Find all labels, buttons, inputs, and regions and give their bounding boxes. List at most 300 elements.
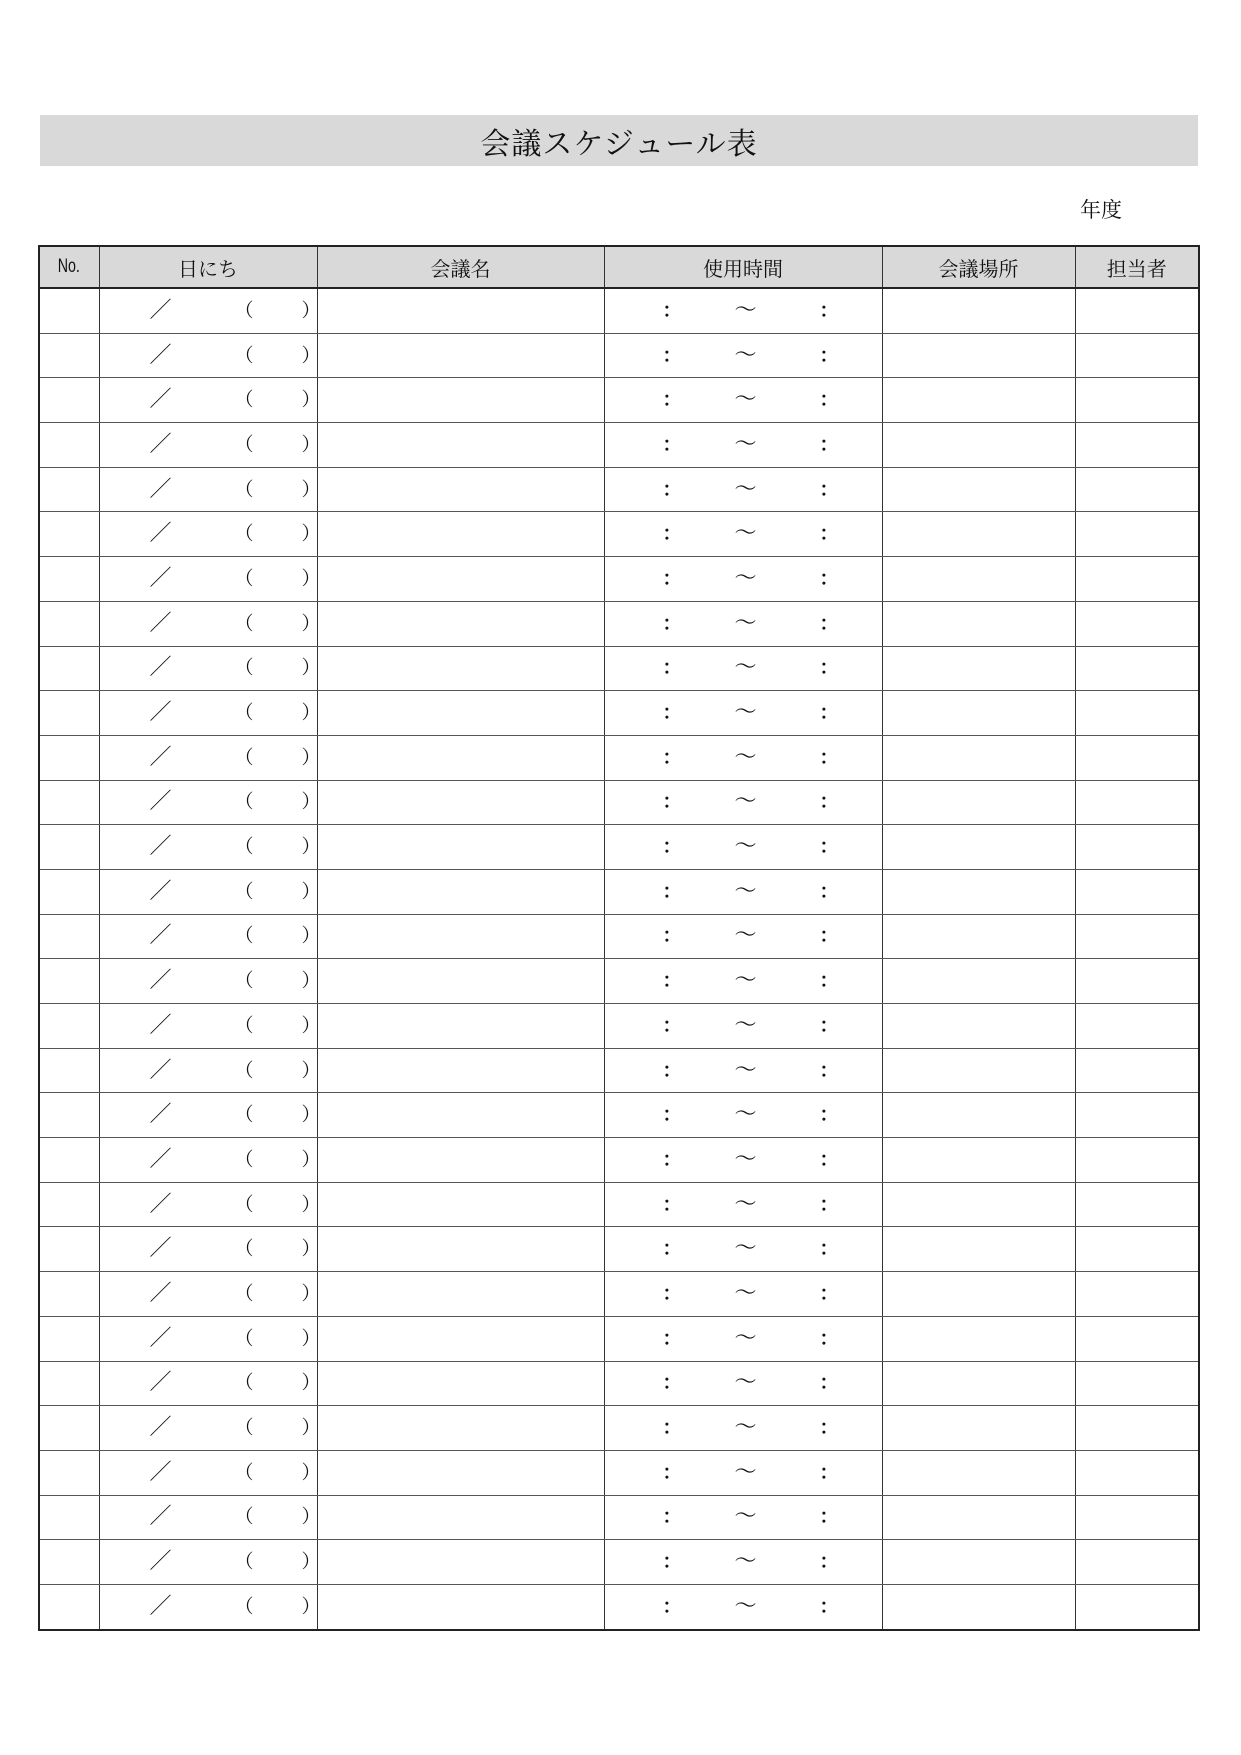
cell-place[interactable] bbox=[882, 959, 1075, 1004]
cell-no[interactable] bbox=[39, 1138, 99, 1183]
date-close-paren: ） bbox=[301, 344, 321, 367]
cell-date[interactable] bbox=[99, 1048, 321, 1093]
cell-place[interactable] bbox=[882, 423, 1075, 468]
date-slash: ／ bbox=[149, 923, 172, 949]
cell-time[interactable] bbox=[604, 512, 882, 557]
date-close-paren: ） bbox=[301, 1371, 321, 1394]
cell-person[interactable] bbox=[1075, 914, 1199, 959]
cell-meeting-name[interactable] bbox=[317, 467, 604, 512]
cell-date[interactable] bbox=[99, 601, 321, 646]
cell-person[interactable] bbox=[1075, 646, 1199, 691]
cell-person[interactable] bbox=[1075, 1406, 1199, 1451]
cell-time[interactable] bbox=[604, 1048, 882, 1093]
cell-person[interactable] bbox=[1075, 1048, 1199, 1093]
time-end-colon: ： bbox=[819, 1371, 839, 1394]
cell-place[interactable] bbox=[882, 1584, 1075, 1629]
cell-date[interactable] bbox=[99, 1316, 321, 1361]
cell-time[interactable] bbox=[604, 1584, 882, 1629]
table-body bbox=[39, 288, 1199, 1630]
cell-meeting-name[interactable] bbox=[317, 780, 604, 825]
cell-place[interactable] bbox=[882, 1272, 1075, 1317]
table-row bbox=[39, 691, 1199, 736]
cell-date[interactable] bbox=[99, 1584, 321, 1629]
title-band bbox=[40, 115, 1198, 166]
cell-place[interactable] bbox=[882, 1227, 1075, 1272]
cell-meeting-name[interactable] bbox=[317, 288, 604, 333]
cell-date[interactable] bbox=[99, 333, 321, 378]
cell-date[interactable] bbox=[99, 825, 321, 870]
cell-no[interactable] bbox=[39, 557, 99, 602]
table-row bbox=[39, 1450, 1199, 1495]
time-start-colon: ： bbox=[662, 612, 682, 635]
cell-date[interactable] bbox=[99, 378, 321, 423]
cell-person[interactable] bbox=[1075, 1182, 1199, 1227]
cell-date[interactable] bbox=[99, 467, 321, 512]
date-slash: ／ bbox=[149, 1012, 172, 1038]
table-row bbox=[39, 288, 1199, 333]
date-open-paren: （ bbox=[234, 924, 254, 947]
cell-place[interactable] bbox=[882, 1093, 1075, 1138]
time-start-colon: ： bbox=[662, 1595, 682, 1618]
cell-person[interactable] bbox=[1075, 1093, 1199, 1138]
cell-date[interactable] bbox=[99, 691, 321, 736]
cell-no[interactable] bbox=[39, 467, 99, 512]
cell-no[interactable] bbox=[39, 914, 99, 959]
cell-date[interactable] bbox=[99, 869, 321, 914]
time-tilde: ～ bbox=[734, 968, 757, 994]
cell-date[interactable] bbox=[99, 735, 321, 780]
time-start-colon: ： bbox=[662, 478, 682, 501]
date-open-paren: （ bbox=[234, 433, 254, 456]
time-tilde: ～ bbox=[734, 834, 757, 860]
cell-place[interactable] bbox=[882, 1048, 1075, 1093]
cell-time[interactable] bbox=[604, 1138, 882, 1183]
cell-time[interactable] bbox=[604, 646, 882, 691]
cell-no[interactable] bbox=[39, 601, 99, 646]
time-tilde: ～ bbox=[734, 610, 757, 636]
cell-place[interactable] bbox=[882, 1182, 1075, 1227]
cell-meeting-name[interactable] bbox=[317, 735, 604, 780]
cell-place[interactable] bbox=[882, 1406, 1075, 1451]
time-end-colon: ： bbox=[819, 1595, 839, 1618]
date-open-paren: （ bbox=[234, 1103, 254, 1126]
time-end-colon: ： bbox=[819, 1505, 839, 1528]
cell-no[interactable] bbox=[39, 1004, 99, 1049]
date-close-paren: ） bbox=[301, 1595, 321, 1618]
time-end-colon: ： bbox=[819, 969, 839, 992]
cell-meeting-name[interactable] bbox=[317, 1093, 604, 1138]
time-end-colon: ： bbox=[819, 388, 839, 411]
time-tilde: ～ bbox=[734, 1370, 757, 1396]
cell-no[interactable] bbox=[39, 1361, 99, 1406]
cell-no[interactable] bbox=[39, 1093, 99, 1138]
cell-meeting-name[interactable] bbox=[317, 825, 604, 870]
time-start-colon: ： bbox=[662, 880, 682, 903]
date-open-paren: （ bbox=[234, 1461, 254, 1484]
time-end-colon: ： bbox=[819, 1103, 839, 1126]
cell-time[interactable] bbox=[604, 1406, 882, 1451]
cell-no[interactable] bbox=[39, 512, 99, 557]
date-open-paren: （ bbox=[234, 1371, 254, 1394]
date-close-paren: ） bbox=[301, 1059, 321, 1082]
schedule-table bbox=[38, 245, 1200, 1631]
cell-place[interactable] bbox=[882, 646, 1075, 691]
date-slash: ／ bbox=[149, 1191, 172, 1217]
time-start-colon: ： bbox=[662, 299, 682, 322]
cell-meeting-name[interactable] bbox=[317, 1450, 604, 1495]
time-tilde: ～ bbox=[734, 521, 757, 547]
cell-person[interactable] bbox=[1075, 557, 1199, 602]
cell-meeting-name[interactable] bbox=[317, 1406, 604, 1451]
cell-date[interactable] bbox=[99, 959, 321, 1004]
cell-place[interactable] bbox=[882, 467, 1075, 512]
date-open-paren: （ bbox=[234, 1550, 254, 1573]
cell-time[interactable] bbox=[604, 423, 882, 468]
cell-place[interactable] bbox=[882, 333, 1075, 378]
cell-meeting-name[interactable] bbox=[317, 1138, 604, 1183]
date-close-paren: ） bbox=[301, 1014, 321, 1037]
time-end-colon: ： bbox=[819, 1014, 839, 1037]
cell-no[interactable] bbox=[39, 288, 99, 333]
date-open-paren: （ bbox=[234, 701, 254, 724]
time-end-colon: ： bbox=[819, 344, 839, 367]
date-open-paren: （ bbox=[234, 880, 254, 903]
date-close-paren: ） bbox=[301, 478, 321, 501]
cell-meeting-name[interactable] bbox=[317, 1316, 604, 1361]
cell-place[interactable] bbox=[882, 691, 1075, 736]
cell-meeting-name[interactable] bbox=[317, 1272, 604, 1317]
date-open-paren: （ bbox=[234, 1327, 254, 1350]
cell-person[interactable] bbox=[1075, 1004, 1199, 1049]
date-slash: ／ bbox=[149, 1593, 172, 1619]
cell-person[interactable] bbox=[1075, 467, 1199, 512]
time-end-colon: ： bbox=[819, 1416, 839, 1439]
cell-date[interactable] bbox=[99, 1227, 321, 1272]
time-tilde: ～ bbox=[734, 1415, 757, 1441]
cell-date[interactable] bbox=[99, 1093, 321, 1138]
cell-person[interactable] bbox=[1075, 1450, 1199, 1495]
date-open-paren: （ bbox=[234, 1505, 254, 1528]
cell-date[interactable] bbox=[99, 557, 321, 602]
date-close-paren: ） bbox=[301, 388, 321, 411]
table-row bbox=[39, 1048, 1199, 1093]
date-slash: ／ bbox=[149, 655, 172, 681]
date-open-paren: （ bbox=[234, 299, 254, 322]
date-open-paren: （ bbox=[234, 1014, 254, 1037]
table-row bbox=[39, 825, 1199, 870]
date-slash: ／ bbox=[149, 476, 172, 502]
date-close-paren: ） bbox=[301, 1237, 321, 1260]
table-row bbox=[39, 780, 1199, 825]
cell-no[interactable] bbox=[39, 959, 99, 1004]
date-close-paren: ） bbox=[301, 1505, 321, 1528]
time-start-colon: ： bbox=[662, 1282, 682, 1305]
cell-date[interactable] bbox=[99, 646, 321, 691]
cell-no[interactable] bbox=[39, 1584, 99, 1629]
cell-time[interactable] bbox=[604, 869, 882, 914]
table-row bbox=[39, 646, 1199, 691]
cell-person[interactable] bbox=[1075, 1361, 1199, 1406]
time-tilde: ～ bbox=[734, 431, 757, 457]
time-start-colon: ： bbox=[662, 1148, 682, 1171]
date-close-paren: ） bbox=[301, 612, 321, 635]
date-slash: ／ bbox=[149, 1236, 172, 1262]
cell-meeting-name[interactable] bbox=[317, 1227, 604, 1272]
date-open-paren: （ bbox=[234, 835, 254, 858]
cell-meeting-name[interactable] bbox=[317, 959, 604, 1004]
cell-person[interactable] bbox=[1075, 1227, 1199, 1272]
time-start-colon: ： bbox=[662, 1416, 682, 1439]
cell-time[interactable] bbox=[604, 1272, 882, 1317]
cell-meeting-name[interactable] bbox=[317, 1182, 604, 1227]
cell-place[interactable] bbox=[882, 288, 1075, 333]
cell-no[interactable] bbox=[39, 1316, 99, 1361]
cell-no[interactable] bbox=[39, 1540, 99, 1585]
cell-place[interactable] bbox=[882, 780, 1075, 825]
cell-place[interactable] bbox=[882, 914, 1075, 959]
cell-date[interactable] bbox=[99, 288, 321, 333]
cell-date[interactable] bbox=[99, 512, 321, 557]
cell-time[interactable] bbox=[604, 1093, 882, 1138]
cell-time[interactable] bbox=[604, 691, 882, 736]
cell-meeting-name[interactable] bbox=[317, 869, 604, 914]
date-close-paren: ） bbox=[301, 567, 321, 590]
time-start-colon: ： bbox=[662, 1505, 682, 1528]
cell-date[interactable] bbox=[99, 1272, 321, 1317]
cell-date[interactable] bbox=[99, 780, 321, 825]
cell-time[interactable] bbox=[604, 378, 882, 423]
cell-date[interactable] bbox=[99, 1406, 321, 1451]
table-row bbox=[39, 1004, 1199, 1049]
cell-time[interactable] bbox=[604, 1540, 882, 1585]
cell-no[interactable] bbox=[39, 1495, 99, 1540]
cell-meeting-name[interactable] bbox=[317, 423, 604, 468]
cell-date[interactable] bbox=[99, 1540, 321, 1585]
time-start-colon: ： bbox=[662, 1014, 682, 1037]
cell-time[interactable] bbox=[604, 1227, 882, 1272]
table-row bbox=[39, 1540, 1199, 1585]
time-tilde: ～ bbox=[734, 655, 757, 681]
time-tilde: ～ bbox=[734, 1102, 757, 1128]
cell-date[interactable] bbox=[99, 914, 321, 959]
time-tilde: ～ bbox=[734, 1459, 757, 1485]
time-end-colon: ： bbox=[819, 924, 839, 947]
cell-place[interactable] bbox=[882, 735, 1075, 780]
cell-meeting-name[interactable] bbox=[317, 378, 604, 423]
date-close-paren: ） bbox=[301, 880, 321, 903]
cell-no[interactable] bbox=[39, 1227, 99, 1272]
cell-person[interactable] bbox=[1075, 1584, 1199, 1629]
cell-person[interactable] bbox=[1075, 512, 1199, 557]
cell-person[interactable] bbox=[1075, 1138, 1199, 1183]
cell-person[interactable] bbox=[1075, 333, 1199, 378]
date-slash: ／ bbox=[149, 342, 172, 368]
cell-time[interactable] bbox=[604, 1450, 882, 1495]
cell-time[interactable] bbox=[604, 780, 882, 825]
cell-date[interactable] bbox=[99, 1495, 321, 1540]
cell-place[interactable] bbox=[882, 825, 1075, 870]
cell-meeting-name[interactable] bbox=[317, 1584, 604, 1629]
header-row bbox=[39, 246, 1199, 288]
time-end-colon: ： bbox=[819, 701, 839, 724]
cell-time[interactable] bbox=[604, 601, 882, 646]
cell-time[interactable] bbox=[604, 557, 882, 602]
date-close-paren: ） bbox=[301, 1327, 321, 1350]
time-start-colon: ： bbox=[662, 656, 682, 679]
date-close-paren: ） bbox=[301, 701, 321, 724]
cell-person[interactable] bbox=[1075, 378, 1199, 423]
date-close-paren: ） bbox=[301, 969, 321, 992]
time-end-colon: ： bbox=[819, 1148, 839, 1171]
date-open-paren: （ bbox=[234, 567, 254, 590]
cell-time[interactable] bbox=[604, 467, 882, 512]
cell-date[interactable] bbox=[99, 1004, 321, 1049]
cell-no[interactable] bbox=[39, 1182, 99, 1227]
cell-time[interactable] bbox=[604, 1004, 882, 1049]
time-tilde: ～ bbox=[734, 1504, 757, 1530]
date-close-paren: ） bbox=[301, 1416, 321, 1439]
time-tilde: ～ bbox=[734, 1057, 757, 1083]
cell-no[interactable] bbox=[39, 1406, 99, 1451]
time-start-colon: ： bbox=[662, 522, 682, 545]
table-row bbox=[39, 601, 1199, 646]
cell-no[interactable] bbox=[39, 735, 99, 780]
cell-meeting-name[interactable] bbox=[317, 1004, 604, 1049]
date-close-paren: ） bbox=[301, 835, 321, 858]
time-tilde: ～ bbox=[734, 1012, 757, 1038]
cell-no[interactable] bbox=[39, 333, 99, 378]
cell-person[interactable] bbox=[1075, 959, 1199, 1004]
time-start-colon: ： bbox=[662, 344, 682, 367]
cell-time[interactable] bbox=[604, 1495, 882, 1540]
cell-time[interactable] bbox=[604, 1182, 882, 1227]
cell-no[interactable] bbox=[39, 423, 99, 468]
table-row bbox=[39, 1182, 1199, 1227]
cell-person[interactable] bbox=[1075, 691, 1199, 736]
date-slash: ／ bbox=[149, 789, 172, 815]
cell-time[interactable] bbox=[604, 825, 882, 870]
cell-date[interactable] bbox=[99, 1450, 321, 1495]
cell-place[interactable] bbox=[882, 1450, 1075, 1495]
date-open-paren: （ bbox=[234, 1595, 254, 1618]
cell-place[interactable] bbox=[882, 601, 1075, 646]
date-open-paren: （ bbox=[234, 790, 254, 813]
cell-meeting-name[interactable] bbox=[317, 557, 604, 602]
cell-person[interactable] bbox=[1075, 601, 1199, 646]
time-tilde: ～ bbox=[734, 297, 757, 323]
cell-time[interactable] bbox=[604, 333, 882, 378]
cell-place[interactable] bbox=[882, 869, 1075, 914]
cell-person[interactable] bbox=[1075, 288, 1199, 333]
date-open-paren: （ bbox=[234, 612, 254, 635]
table-row bbox=[39, 378, 1199, 423]
cell-date[interactable] bbox=[99, 423, 321, 468]
cell-no[interactable] bbox=[39, 869, 99, 914]
time-end-colon: ： bbox=[819, 1550, 839, 1573]
cell-meeting-name[interactable] bbox=[317, 1540, 604, 1585]
cell-person[interactable] bbox=[1075, 825, 1199, 870]
cell-date[interactable] bbox=[99, 1182, 321, 1227]
cell-person[interactable] bbox=[1075, 869, 1199, 914]
cell-person[interactable] bbox=[1075, 1272, 1199, 1317]
cell-place[interactable] bbox=[882, 378, 1075, 423]
cell-no[interactable] bbox=[39, 378, 99, 423]
time-end-colon: ： bbox=[819, 478, 839, 501]
cell-place[interactable] bbox=[882, 1540, 1075, 1585]
cell-place[interactable] bbox=[882, 512, 1075, 557]
cell-no[interactable] bbox=[39, 1450, 99, 1495]
cell-meeting-name[interactable] bbox=[317, 1048, 604, 1093]
cell-no[interactable] bbox=[39, 780, 99, 825]
time-start-colon: ： bbox=[662, 924, 682, 947]
cell-person[interactable] bbox=[1075, 423, 1199, 468]
date-open-paren: （ bbox=[234, 1237, 254, 1260]
cell-time[interactable] bbox=[604, 1361, 882, 1406]
date-slash: ／ bbox=[149, 1504, 172, 1530]
cell-date[interactable] bbox=[99, 1138, 321, 1183]
cell-meeting-name[interactable] bbox=[317, 601, 604, 646]
cell-no[interactable] bbox=[39, 1048, 99, 1093]
cell-person[interactable] bbox=[1075, 735, 1199, 780]
cell-meeting-name[interactable] bbox=[317, 1495, 604, 1540]
cell-meeting-name[interactable] bbox=[317, 646, 604, 691]
cell-no[interactable] bbox=[39, 825, 99, 870]
time-start-colon: ： bbox=[662, 1103, 682, 1126]
cell-time[interactable] bbox=[604, 288, 882, 333]
cell-meeting-name[interactable] bbox=[317, 1361, 604, 1406]
cell-meeting-name[interactable] bbox=[317, 512, 604, 557]
date-open-paren: （ bbox=[234, 969, 254, 992]
cell-place[interactable] bbox=[882, 1004, 1075, 1049]
cell-time[interactable] bbox=[604, 914, 882, 959]
time-tilde: ～ bbox=[734, 744, 757, 770]
date-slash: ／ bbox=[149, 878, 172, 904]
cell-person[interactable] bbox=[1075, 1540, 1199, 1585]
date-slash: ／ bbox=[149, 1102, 172, 1128]
cell-time[interactable] bbox=[604, 959, 882, 1004]
cell-meeting-name[interactable] bbox=[317, 691, 604, 736]
time-end-colon: ： bbox=[819, 612, 839, 635]
date-open-paren: （ bbox=[234, 1193, 254, 1216]
header-place: 会議場所 bbox=[882, 246, 1075, 288]
cell-time[interactable] bbox=[604, 735, 882, 780]
cell-no[interactable] bbox=[39, 646, 99, 691]
cell-place[interactable] bbox=[882, 1361, 1075, 1406]
cell-time[interactable] bbox=[604, 1316, 882, 1361]
time-tilde: ～ bbox=[734, 1280, 757, 1306]
time-tilde: ～ bbox=[734, 565, 757, 591]
cell-person[interactable] bbox=[1075, 780, 1199, 825]
cell-place[interactable] bbox=[882, 557, 1075, 602]
time-end-colon: ： bbox=[819, 1237, 839, 1260]
cell-no[interactable] bbox=[39, 1272, 99, 1317]
cell-date[interactable] bbox=[99, 1361, 321, 1406]
cell-place[interactable] bbox=[882, 1316, 1075, 1361]
time-end-colon: ： bbox=[819, 1461, 839, 1484]
cell-meeting-name[interactable] bbox=[317, 333, 604, 378]
time-tilde: ～ bbox=[734, 476, 757, 502]
cell-place[interactable] bbox=[882, 1495, 1075, 1540]
cell-place[interactable] bbox=[882, 1138, 1075, 1183]
fiscal-year-label: 年度 bbox=[1080, 198, 1122, 222]
cell-person[interactable] bbox=[1075, 1316, 1199, 1361]
cell-meeting-name[interactable] bbox=[317, 914, 604, 959]
time-tilde: ～ bbox=[734, 1549, 757, 1575]
table-row bbox=[39, 1584, 1199, 1629]
date-close-paren: ） bbox=[301, 1193, 321, 1216]
cell-person[interactable] bbox=[1075, 1495, 1199, 1540]
cell-no[interactable] bbox=[39, 691, 99, 736]
